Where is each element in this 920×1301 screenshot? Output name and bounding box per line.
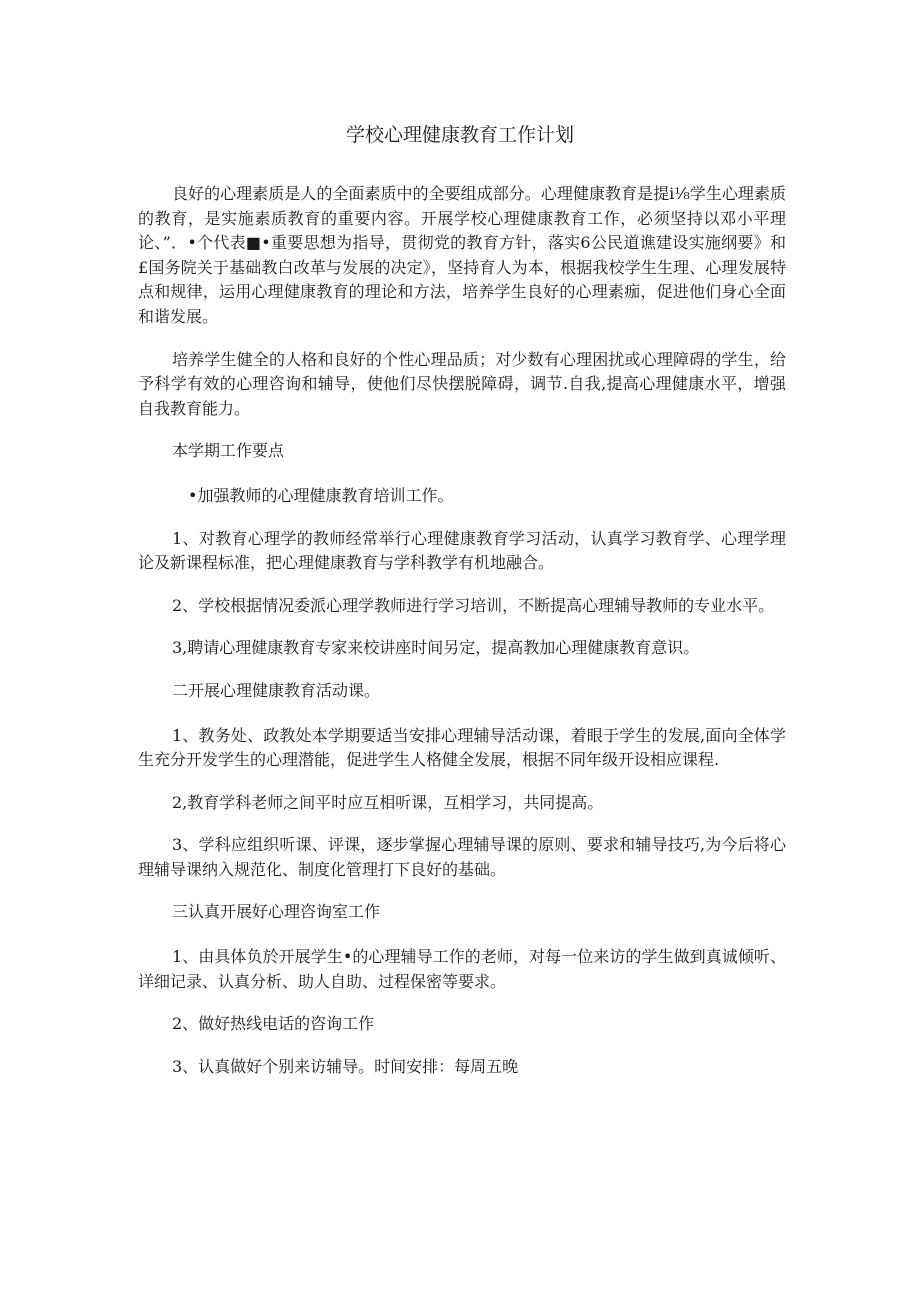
document-body xyxy=(138,182,786,1097)
section-heading-counseling-room: 三认真开展好心理咨询室工作 xyxy=(172,902,381,922)
paragraph-goal: 培养学生健全的人格和良好的个性心理品质；对少数有心理困扰或心理障碍的学生，给予科学有效的心理咨询和辅导，使他们尽快摆脱障碍，调节.自我,提高心理健康水平，增强自我教育能力。 xyxy=(138,349,786,418)
list-item: 2、做好热线电话的咨询工作 xyxy=(172,1014,375,1034)
document-title: 学校心理健康教育工作计划 xyxy=(345,124,574,146)
list-item: 1、教务处、政教处本学期要适当安排心理辅导活动课，着眼于学生的发展,面向全体学生充分开发学生的心理潜能，促进学生人格健全发展，根据不同年级开设相应课程. xyxy=(138,725,786,770)
section-heading-activity-classes: 二开展心理健康教育活动课。 xyxy=(172,680,381,700)
list-item: 2,教育学科老师之间平时应互相听课，互相学习，共同提高。 xyxy=(172,792,604,812)
list-item: 3、认真做好个别来访辅导。时间安排：每周五晚 xyxy=(172,1056,519,1076)
list-item: 1、对教育心理学的教师经常举行心理健康教育学习活动，认真学习教育学、心理学理论及新课程标准，把心理健康教育与学科教学有机地融合。 xyxy=(138,528,786,573)
list-item: 2、学校根据情况委派心理学教师进行学习培训，不断提高心理辅导教师的专业水平。 xyxy=(172,595,775,615)
section-heading-key-points: 本学期工作要点 xyxy=(172,441,285,461)
paragraph-intro: 良好的心理素质是人的全面素质中的全要组成部分。心理健康教育是提i⅛学生心理素质的教育，是实施素质教育的重要内容。开展学校心理健康教育工作，必须坚持以邓小平理论、”．•个代表■•重要思想为指导，贯彻党的教育方针，落实6公民道谯建设实施纲要》和£国务院关于基础教白改革与发展的决定》，坚持育人为本，根据我校学生生理、心理发展特点和规律，运用心理健康教育的理论和方法，培养学生良好的心理素痂，促进他们身心全面和谐发展。 xyxy=(138,184,786,326)
section-heading-teacher-training: •加强教师的心理健康教育培训工作。 xyxy=(188,485,454,505)
list-item: 1、由具体负於开展学生•的心理辅导工作的老师，对每一位来访的学生做到真诚倾听、详细记录、认真分析、助人自助、过程保密等要求。 xyxy=(138,947,786,991)
list-item: 3、学科应组织听课、评课，逐步掌握心理辅导课的原则、要求和辅导技巧,为今后将心理辅导课纳入规范化、制度化管理打下良好的基础。 xyxy=(138,835,786,879)
list-item: 3,聘请心理健康教育专家来校讲座时间另定，提高教加心理健康教育意识。 xyxy=(172,638,700,658)
